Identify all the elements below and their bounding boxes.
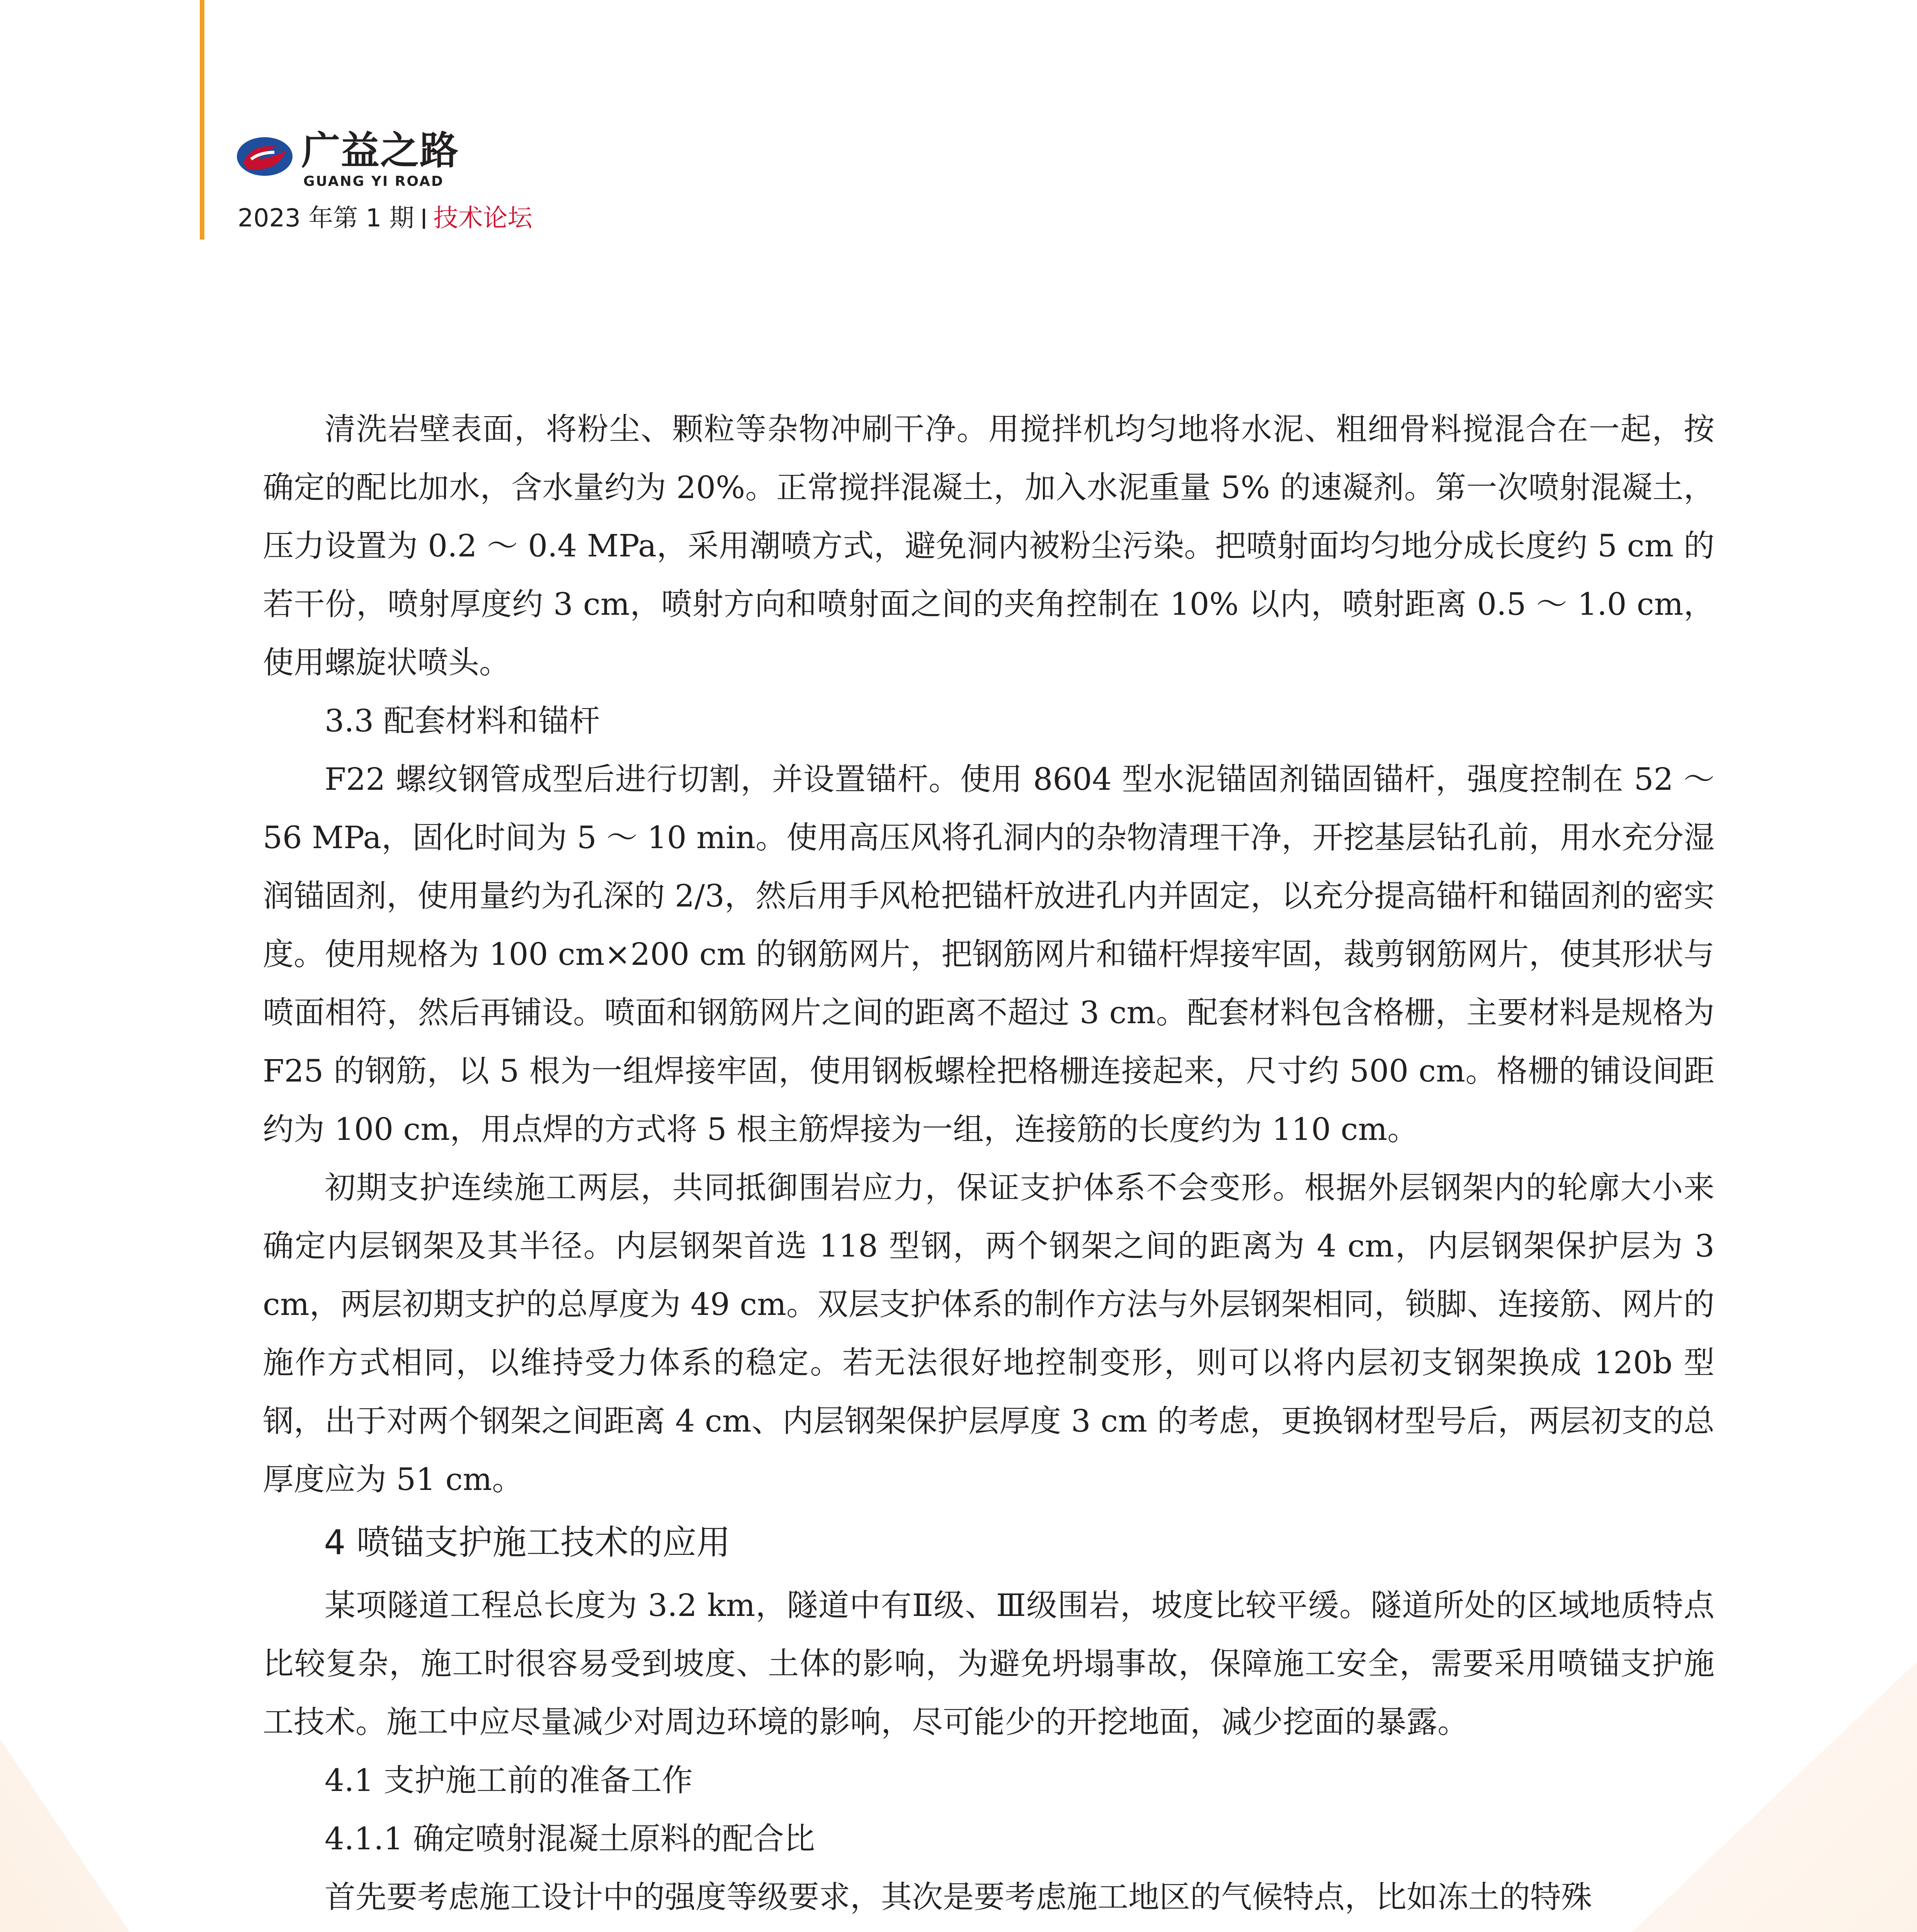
header-accent-bar bbox=[200, 0, 204, 240]
subsection-heading: 4.1 支护施工前的准备工作 bbox=[325, 1762, 693, 1798]
subsubsection-heading: 4.1.1 确定喷射混凝土原料的配合比 bbox=[325, 1821, 815, 1857]
logo-text-cn: 广益之路 bbox=[301, 128, 459, 173]
issue-line bbox=[238, 203, 532, 234]
paragraph: 某项隧道工程总长度为 3.2 km，隧道中有Ⅱ级、Ⅲ级围岩，坡度比较平缓。隧道所处的区域地质特点比较复杂，施工时很容易受到坡度、土体的影响，为避免坍塌事故，保障施工安全，需要采用喷锚支护施工技术。施工中应尽量减少对周边环境的影响，尽可能少的开挖地面，减少挖面的暴露。 bbox=[263, 1587, 1715, 1740]
article-body bbox=[263, 400, 1715, 1926]
issue-number: 2023 年第 1 期 bbox=[238, 204, 414, 233]
logo-text-en: GUANG YI ROAD bbox=[303, 173, 444, 189]
section-heading: 4 喷锚支护施工技术的应用 bbox=[324, 1522, 731, 1562]
brand-logo-icon bbox=[236, 135, 294, 178]
subsection-heading: 3.3 配套材料和锚杆 bbox=[325, 703, 600, 739]
column-title: 技术论坛 bbox=[433, 204, 532, 233]
header-logo bbox=[236, 128, 483, 197]
paragraph: 初期支护连续施工两层，共同抵御围岩应力，保证支护体系不会变形。根据外层钢架内的轮廓大小来确定内层钢架及其半径。内层钢架首选 118 型钢，两个钢架之间的距离为 4 cm，内层钢架保护层为 3 cm，两层初期支护的总厚度为 49 cm。双层支护体系的制作方法与外层钢架相同，锁脚、连接筋、网片的施作方式相同，以维持受力体系的稳定。若无法很好地控制变形，则可以将内层初支钢架换成 120b 型钢，出于对两个钢架之间距离 4 cm、内层钢架保护层厚度 3 cm 的考虑，更换钢材型号后，两层初支的总厚度应为 51 cm。 bbox=[263, 1170, 1715, 1497]
paragraph: 清洗岩壁表面，将粉尘、颗粒等杂物冲刷干净。用搅拌机均匀地将水泥、粗细骨料搅混合在一起，按确定的配比加水，含水量约为 20%。正常搅拌混凝土，加入水泥重量 5% 的速凝剂。第一次喷射混凝土，压力设置为 0.2 ～ 0.4 MPa，采用潮喷方式，避免洞内被粉尘污染。把喷射面均匀地分成长度约 5 cm 的若干份，喷射厚度约 3 cm，喷射方向和喷射面之间的夹角控制在 10% 以内，喷射距离 0.5 ～ 1.0 cm，使用螺旋状喷头。 bbox=[263, 411, 1715, 680]
paragraph: 首先要考虑施工设计中的强度等级要求，其次是要考虑施工地区的气候特点，比如冻土的特殊 bbox=[325, 1879, 1592, 1915]
paragraph: F22 螺纹钢管成型后进行切割，并设置锚杆。使用 8604 型水泥锚固剂锚固锚杆，强度控制在 52 ～ 56 MPa，固化时间为 5 ～ 10 min。使用高压风将孔洞内的杂物清理干净，开挖基层钻孔前，用水充分湿润锚固剂，使用量约为孔深的 2/3，然后用手风枪把锚杆放进孔内并固定，以充分提高锚杆和锚固剂的密实度。使用规格为 100 cm×200 cm 的钢筋网片，把钢筋网片和锚杆焊接牢固，裁剪钢筋网片，使其形状与喷面相符，然后再铺设。喷面和钢筋网片之间的距离不超过 3 cm。配套材料包含格栅，主要材料是规格为 F25 的钢筋，以 5 根为一组焊接牢固，使用钢板螺栓把格栅连接起来，尺寸约 500 cm。格栅的铺设间距约为 100 cm，用点焊的方式将 5 根主筋焊接为一组，连接筋的长度约为 110 cm。 bbox=[263, 761, 1715, 1147]
issue-separator bbox=[423, 209, 425, 229]
